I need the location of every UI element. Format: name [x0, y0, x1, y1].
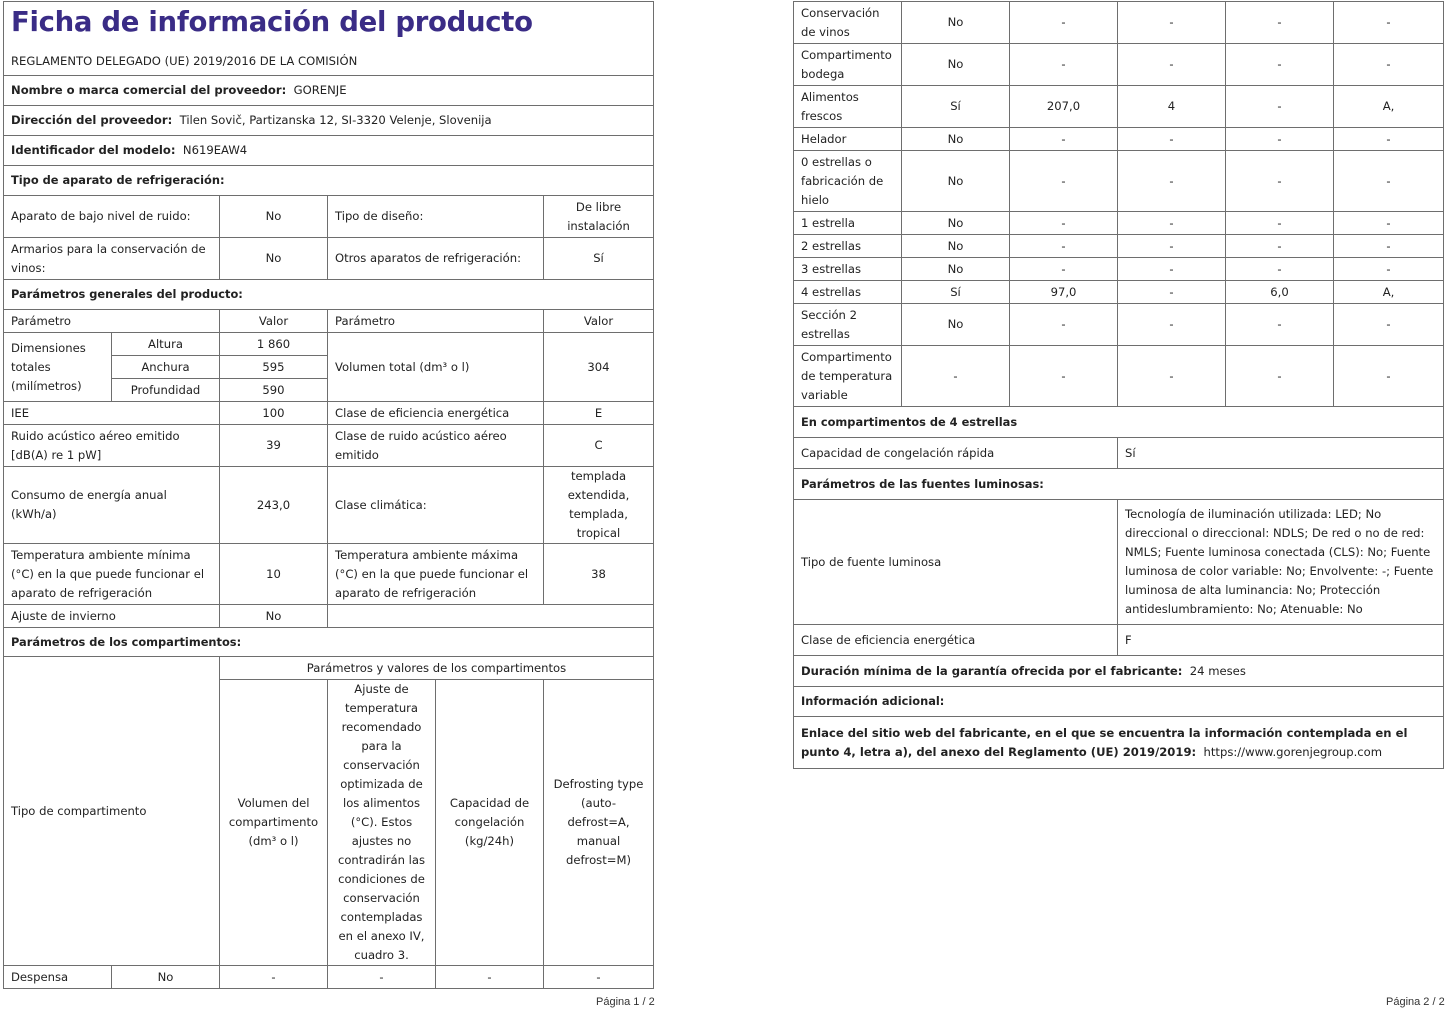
page-title: Ficha de información del producto [11, 6, 533, 38]
comp-temp: - [1118, 281, 1226, 304]
comp-name: 2 estrellas [794, 235, 902, 258]
supplier-row: Nombre o marca comercial del proveedor: GORENJE [4, 76, 654, 106]
comp-volume: 207,0 [1010, 86, 1118, 128]
product-info-sheet-page-2 [793, 1, 1444, 769]
comp-freeze: - [1226, 128, 1334, 151]
comp-freeze: - [1226, 151, 1334, 212]
comp-temp: - [1118, 346, 1226, 407]
comp-defrost: A, [1334, 281, 1444, 304]
comp-temp: - [1118, 304, 1226, 346]
comp-temp: - [1118, 258, 1226, 281]
noise-class-label: Clase de ruido acústico aéreo emitido [328, 425, 544, 467]
compartment-row [794, 346, 1444, 407]
compartment-row [794, 128, 1444, 151]
comp-name: Sección 2 estrellas [794, 304, 902, 346]
comp-volume-header: Volumen del compartimento (dm³ o l) [220, 680, 328, 966]
noise-class-value: C [544, 425, 654, 467]
comp-volume: 97,0 [1010, 281, 1118, 304]
energy-class-value: E [544, 402, 654, 425]
comp-name: 4 estrellas [794, 281, 902, 304]
max-temp-value: 38 [544, 544, 654, 605]
comp-present: No [902, 258, 1010, 281]
min-temp-label: Temperatura ambiente mínima (°C) en la que puede funcionar el aparato de refrigeración [4, 544, 220, 605]
compartment-row [794, 304, 1444, 346]
winter-value: No [220, 605, 328, 628]
comp-present: Sí [902, 86, 1010, 128]
regulation-text: REGLAMENTO DELEGADO (UE) 2019/2016 DE LA COMISIÓN [4, 48, 654, 76]
compartments-heading: Parámetros de los compartimentos: [4, 628, 654, 657]
col-param-header: Parámetro [4, 310, 220, 333]
eei-label: IEE [4, 402, 220, 425]
comp-defrost: - [1334, 44, 1444, 86]
comp-temp: - [1118, 2, 1226, 44]
comp-freeze: - [436, 966, 544, 989]
comp-freeze: - [1226, 258, 1334, 281]
light-type-value: Tecnología de iluminación utilizada: LED; No direccional o direccional: NDLS; De red o no de red: NMLS; Fuente luminosa conectada (CLS): No; Fuente luminosa de color variable: No; Envolvente: -; Fuente luminosa de alta luminancia: No; Protección antideslumbramiento: No; Atenuable: No [1118, 500, 1444, 625]
total-volume-label: Volumen total (dm³ o l) [328, 333, 544, 402]
comp-defrost: - [1334, 346, 1444, 407]
page-number-1: Página 1 / 2 [596, 996, 655, 1008]
compartment-row [794, 151, 1444, 212]
other-appliances-label: Otros aparatos de refrigeración: [328, 238, 544, 280]
compartment-row [794, 2, 1444, 44]
energy-class-label: Clase de eficiencia energética [328, 402, 544, 425]
noise-label: Ruido acústico aéreo emitido [dB(A) re 1 pW] [4, 425, 220, 467]
design-type-label: Tipo de diseño: [328, 196, 544, 238]
comp-present: No [112, 966, 220, 989]
height-label: Altura [112, 333, 220, 356]
comp-name: Despensa [4, 966, 112, 989]
comp-present: No [902, 212, 1010, 235]
comp-freeze: 6,0 [1226, 281, 1334, 304]
compartment-row [794, 212, 1444, 235]
eei-value: 100 [220, 402, 328, 425]
winter-label: Ajuste de invierno [4, 605, 220, 628]
depth-value: 590 [220, 379, 328, 402]
address-row: Dirección del proveedor: Tilen Sovič, Partizanska 12, SI-3320 Velenje, Slovenija [4, 106, 654, 136]
compartments-subheading: Parámetros y valores de los compartimentos [220, 657, 654, 680]
wine-cabinet-value: No [220, 238, 328, 280]
comp-temp-header: Ajuste de temperatura recomendado para la conservación optimizada de los alimentos (°C). Estos ajustes no contradirán las condiciones de conservación contempladas en el anexo IV, cuadro 3. [328, 680, 436, 966]
appliance-type-heading: Tipo de aparato de refrigeración: [4, 166, 654, 196]
comp-type-label: Tipo de compartimento [4, 657, 220, 966]
annual-energy-value: 243,0 [220, 467, 328, 544]
width-label: Anchura [112, 356, 220, 379]
manufacturer-website-link[interactable]: https://www.gorenjegroup.com [1203, 744, 1383, 759]
annual-energy-label: Consumo de energía anual (kWh/a) [4, 467, 220, 544]
model-value: N619EAW4 [182, 143, 248, 157]
comp-volume: - [1010, 212, 1118, 235]
comp-freeze: - [1226, 235, 1334, 258]
address-value: Tilen Sovič, Partizanska 12, SI-3320 Velenje, Slovenija [179, 113, 492, 127]
comp-volume: - [1010, 44, 1118, 86]
general-params-heading: Parámetros generales del producto: [4, 280, 654, 310]
max-temp-label: Temperatura ambiente máxima (°C) en la que puede funcionar el aparato de refrigeración [328, 544, 544, 605]
comp-name: Alimentos frescos [794, 86, 902, 128]
warranty-row: Duración mínima de la garantía ofrecida por el fabricante: 24 meses [794, 656, 1444, 687]
comp-volume: - [220, 966, 328, 989]
comp-name: Compartimento de temperatura variable [794, 346, 902, 407]
comp-defrost: - [1334, 212, 1444, 235]
comp-name: Conservación de vinos [794, 2, 902, 44]
product-info-sheet-page-1 [3, 1, 654, 989]
total-volume-value: 304 [544, 333, 654, 402]
other-appliances-value: Sí [544, 238, 654, 280]
comp-present: No [902, 151, 1010, 212]
four-star-heading: En compartimentos de 4 estrellas [794, 407, 1444, 438]
comp-defrost: - [1334, 258, 1444, 281]
compartment-row [794, 258, 1444, 281]
comp-present: No [902, 304, 1010, 346]
design-type-value: De libre instalación [544, 196, 654, 238]
comp-present: - [902, 346, 1010, 407]
comp-present: No [902, 2, 1010, 44]
compartment-row [794, 44, 1444, 86]
dimensions-label: Dimensiones totales (milímetros) [4, 333, 112, 402]
comp-defrost: A, [1334, 86, 1444, 128]
page-number-2: Página 2 / 2 [1386, 996, 1445, 1008]
comp-freeze: - [1226, 346, 1334, 407]
comp-volume: - [1010, 151, 1118, 212]
comp-freeze: - [1226, 86, 1334, 128]
comp-defrost-header: Defrosting type (auto-defrost=A, manual defrost=M) [544, 680, 654, 966]
additional-heading: Información adicional: [794, 687, 1444, 717]
comp-freeze: - [1226, 2, 1334, 44]
comp-temp: - [328, 966, 436, 989]
comp-volume: - [1010, 2, 1118, 44]
warranty-value: 24 meses [1189, 663, 1246, 678]
light-class-value: F [1118, 625, 1444, 656]
light-heading: Parámetros de las fuentes luminosas: [794, 469, 1444, 500]
comp-defrost: - [1334, 151, 1444, 212]
comp-volume: - [1010, 128, 1118, 151]
col-value-header: Valor [220, 310, 328, 333]
comp-temp: - [1118, 128, 1226, 151]
noise-value: 39 [220, 425, 328, 467]
comp-volume: - [1010, 258, 1118, 281]
wine-cabinet-label: Armarios para la conservación de vinos: [4, 238, 220, 280]
compartment-row [4, 966, 654, 989]
supplier-value: GORENJE [293, 83, 347, 97]
comp-temp: 4 [1118, 86, 1226, 128]
fast-freeze-label: Capacidad de congelación rápida [794, 438, 1118, 469]
comp-defrost: - [1334, 2, 1444, 44]
comp-temp: - [1118, 151, 1226, 212]
col-param-header-2: Parámetro [328, 310, 544, 333]
comp-defrost: - [1334, 304, 1444, 346]
comp-present: No [902, 128, 1010, 151]
fast-freeze-value: Sí [1118, 438, 1444, 469]
comp-name: Helador [794, 128, 902, 151]
height-value: 1 860 [220, 333, 328, 356]
light-type-label: Tipo de fuente luminosa [794, 500, 1118, 625]
comp-freeze: - [1226, 304, 1334, 346]
comp-present: No [902, 235, 1010, 258]
comp-name: 1 estrella [794, 212, 902, 235]
comp-defrost: - [544, 966, 654, 989]
comp-freeze: - [1226, 44, 1334, 86]
comp-temp: - [1118, 212, 1226, 235]
comp-freeze-header: Capacidad de congelación (kg/24h) [436, 680, 544, 966]
weblink-row: Enlace del sitio web del fabricante, en el que se encuentra la información contemplada en el punto 4, letra a), del anexo del Reglamento (UE) 2019/2019: https://www.gorenjegroup.com [794, 717, 1444, 769]
model-row: Identificador del modelo: N619EAW4 [4, 136, 654, 166]
comp-name: 0 estrellas o fabricación de hielo [794, 151, 902, 212]
depth-label: Profundidad [112, 379, 220, 402]
low-noise-label: Aparato de bajo nivel de ruido: [4, 196, 220, 238]
comp-defrost: - [1334, 235, 1444, 258]
comp-freeze: - [1226, 212, 1334, 235]
comp-name: 3 estrellas [794, 258, 902, 281]
light-class-label: Clase de eficiencia energética [794, 625, 1118, 656]
col-value-header-2: Valor [544, 310, 654, 333]
min-temp-value: 10 [220, 544, 328, 605]
comp-temp: - [1118, 235, 1226, 258]
comp-present: No [902, 44, 1010, 86]
width-value: 595 [220, 356, 328, 379]
compartment-row [794, 235, 1444, 258]
comp-volume: - [1010, 235, 1118, 258]
comp-temp: - [1118, 44, 1226, 86]
comp-name: Compartimento bodega [794, 44, 902, 86]
compartment-row [794, 281, 1444, 304]
low-noise-value: No [220, 196, 328, 238]
climate-class-label: Clase climática: [328, 467, 544, 544]
comp-volume: - [1010, 346, 1118, 407]
climate-class-value: templada extendida, templada, tropical [544, 467, 654, 544]
compartment-row [794, 86, 1444, 128]
comp-volume: - [1010, 304, 1118, 346]
comp-defrost: - [1334, 128, 1444, 151]
comp-present: Sí [902, 281, 1010, 304]
